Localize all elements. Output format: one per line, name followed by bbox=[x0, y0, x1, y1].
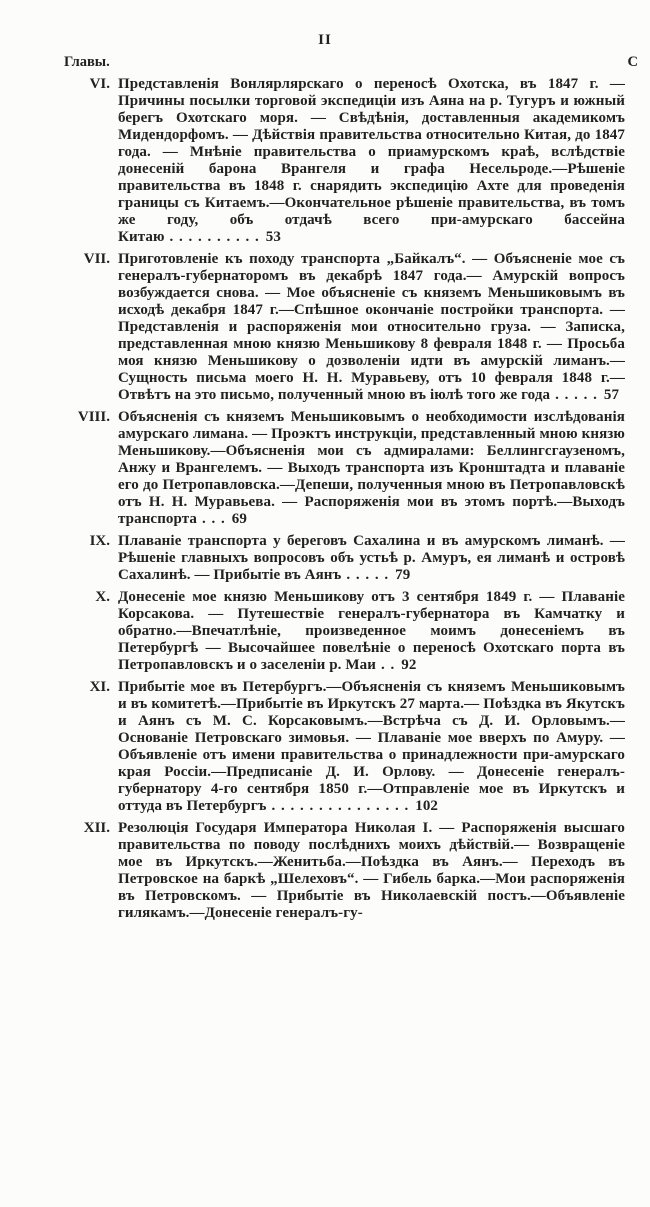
toc-entry bbox=[64, 251, 625, 404]
chapter-summary: Донесеніе мое князю Меньшикову отъ 3 сентября 1849 г. — Плаваніе Корсакова. — Путешествіе генералъ-губернатора въ Камчатку и обратно.—Впечатлѣніе, произведенное моимъ донесеніемъ въ Петербургѣ — Высочайшее повелѣніе о переносѣ Охотскаго порта въ Петропавловскъ и о заселеніи р. Маи bbox=[118, 589, 625, 673]
chapter-numeral: VIII. bbox=[77, 409, 110, 425]
column-header-pages: С bbox=[627, 54, 638, 70]
toc-entry bbox=[64, 679, 625, 815]
chapter-summary-block bbox=[118, 533, 625, 584]
toc-entry bbox=[64, 409, 625, 528]
chapter-summary: Приготовленіе къ походу транспорта „Байкалъ“. — Объясненіе мое съ генералъ-губернаторомъ въ декабрѣ 1847 года.— Амурскій вопросъ возбуждается снова. — Мое объясненіе съ княземъ Меньшиковымъ въ исходѣ декабря 1847 г.—Спѣшное окончаніе постройки транспорта. — Представленія и распоряженія мои относительно груза. — Записка, представленная мною князю Меньшикову 8 февраля 1848 г. — Просьба моя князю Меньшикову о дозволеніи идти въ амурскій лиманъ.—Сущность письма моего Н. Н. Муравьеву, отъ 10 февраля 1848 г.—Отвѣтъ на это письмо, полученный мною въ іюлѣ того же года bbox=[118, 251, 625, 403]
chapter-summary: Плаваніе транспорта у береговъ Сахалина и въ амурскомъ лиманѣ. — Рѣшеніе главныхъ вопросовъ объ устьѣ р. Амуръ, ея лиманѣ и островѣ Сахалинѣ. — Прибытіе въ Аянъ bbox=[118, 533, 625, 583]
chapter-summary-block bbox=[118, 251, 625, 404]
chapter-summary-block bbox=[118, 409, 625, 528]
toc-entry bbox=[64, 533, 625, 584]
chapter-numeral: VII. bbox=[83, 251, 110, 267]
page-ref: 92 bbox=[401, 657, 417, 673]
table-of-contents bbox=[64, 76, 625, 922]
column-header-chapters: Главы. bbox=[64, 54, 110, 70]
chapter-numeral: XII. bbox=[83, 820, 110, 836]
chapter-numeral: IX. bbox=[89, 533, 110, 549]
leader-dots: . . . . . bbox=[555, 387, 598, 403]
chapter-summary: Объясненія съ княземъ Меньшиковымъ о необходимости изслѣдованія амурскаго лимана. — Проэктъ инструкціи, представленный мною князю Меньшикову.—Объясненія мои съ адмиралами: Беллингсгаузеномъ, Анжу и Врангелемъ. — Выходъ транспорта изъ Кронштадта и плаваніе его до Петропавловска.—Депеши, полученныя мною въ Петропавловскѣ отъ Н. Н. Муравьева. — Распоряженія мои въ этомъ портѣ.—Выходъ транспорта bbox=[118, 409, 625, 527]
chapter-summary: Прибытіе мое въ Петербургъ.—Объясненія съ княземъ Меньшиковымъ и въ комитетѣ.—Прибытіе въ Иркутскъ 27 марта.— Поѣздка въ Якутскъ и Аянъ съ М. С. Корсаковымъ.—Встрѣча съ Д. И. Орловымъ.—Основаніе Петровскаго зимовья. — Плаваніе мое вверхъ по Амуру. — Объявленіе отъ имени правительства о принадлежности при-амурскаго края Россіи.—Предписаніе Д. И. Орлову. — Донесеніе генералъ-губернатору 4-го сентября 1850 г.—Отправленіе мое въ Иркутскъ и оттуда въ Петербургъ bbox=[118, 679, 625, 814]
page-ref: 57 bbox=[603, 387, 620, 403]
leader-dots: . . . . . bbox=[346, 567, 390, 583]
page-ref: 69 bbox=[231, 511, 247, 527]
chapter-summary-block bbox=[118, 589, 625, 674]
leader-dots: . . . . . . . . . . bbox=[169, 229, 260, 245]
chapter-summary: Резолюція Государя Императора Николая I. — Распоряженія высшаго правительства по поводу послѣднихъ моихъ дѣйствій.— Возвращеніе мое въ Иркутскъ.—Женитьба.—Поѣздка въ Аянъ.— Переходъ въ Петровское на баркѣ „Шелеховъ“. — Гибель барка.—Мои распоряженія въ Петровскомъ. — Прибытіе въ Николаевскій постъ.—Объявленіе гилякамъ.—Донесеніе генералъ-гу- bbox=[118, 820, 625, 921]
toc-entry bbox=[64, 76, 625, 246]
page-ref: 102 bbox=[415, 798, 439, 814]
page-ref: 79 bbox=[395, 567, 411, 583]
toc-entry bbox=[64, 820, 625, 922]
page-ref: 53 bbox=[265, 229, 281, 245]
chapter-summary: Представленія Вонлярлярскаго о переносѣ Охотска, въ 1847 г. — Причины посылки торговой экспедиціи изъ Аяна на р. Тугуръ и южный берегъ Охотскаго моря. — Свѣдѣнія, доставленныя академикомъ Мидендорфомъ. — Дѣйствія правительства относительно Китая, до 1847 года. — Мнѣніе правительства о приамурскомъ краѣ, вслѣдствіе донесеній барона Врангеля и графа Несельроде.—Рѣшеніе правительства въ 1848 г. снарядить экспедицію Ахте для проведенія границы съ Китаемъ.—Окончательное рѣшеніе правительства, въ томъ же году, объ отдачѣ всего при-амурскаго бассейна Китаю bbox=[118, 76, 625, 245]
chapter-summary-block bbox=[118, 820, 625, 922]
chapter-numeral: X. bbox=[95, 589, 110, 605]
chapter-numeral: XI. bbox=[89, 679, 110, 695]
leader-dots: . . bbox=[380, 657, 396, 673]
chapter-numeral: VI. bbox=[89, 76, 110, 92]
chapter-summary-block bbox=[118, 679, 625, 815]
page-number-folio: II bbox=[318, 32, 332, 48]
toc-entry bbox=[64, 589, 625, 674]
leader-dots: . . . bbox=[202, 511, 226, 527]
column-headers bbox=[64, 54, 638, 71]
chapter-summary-block bbox=[118, 76, 625, 246]
leader-dots: . . . . . . . . . . . . . . . bbox=[271, 798, 410, 814]
